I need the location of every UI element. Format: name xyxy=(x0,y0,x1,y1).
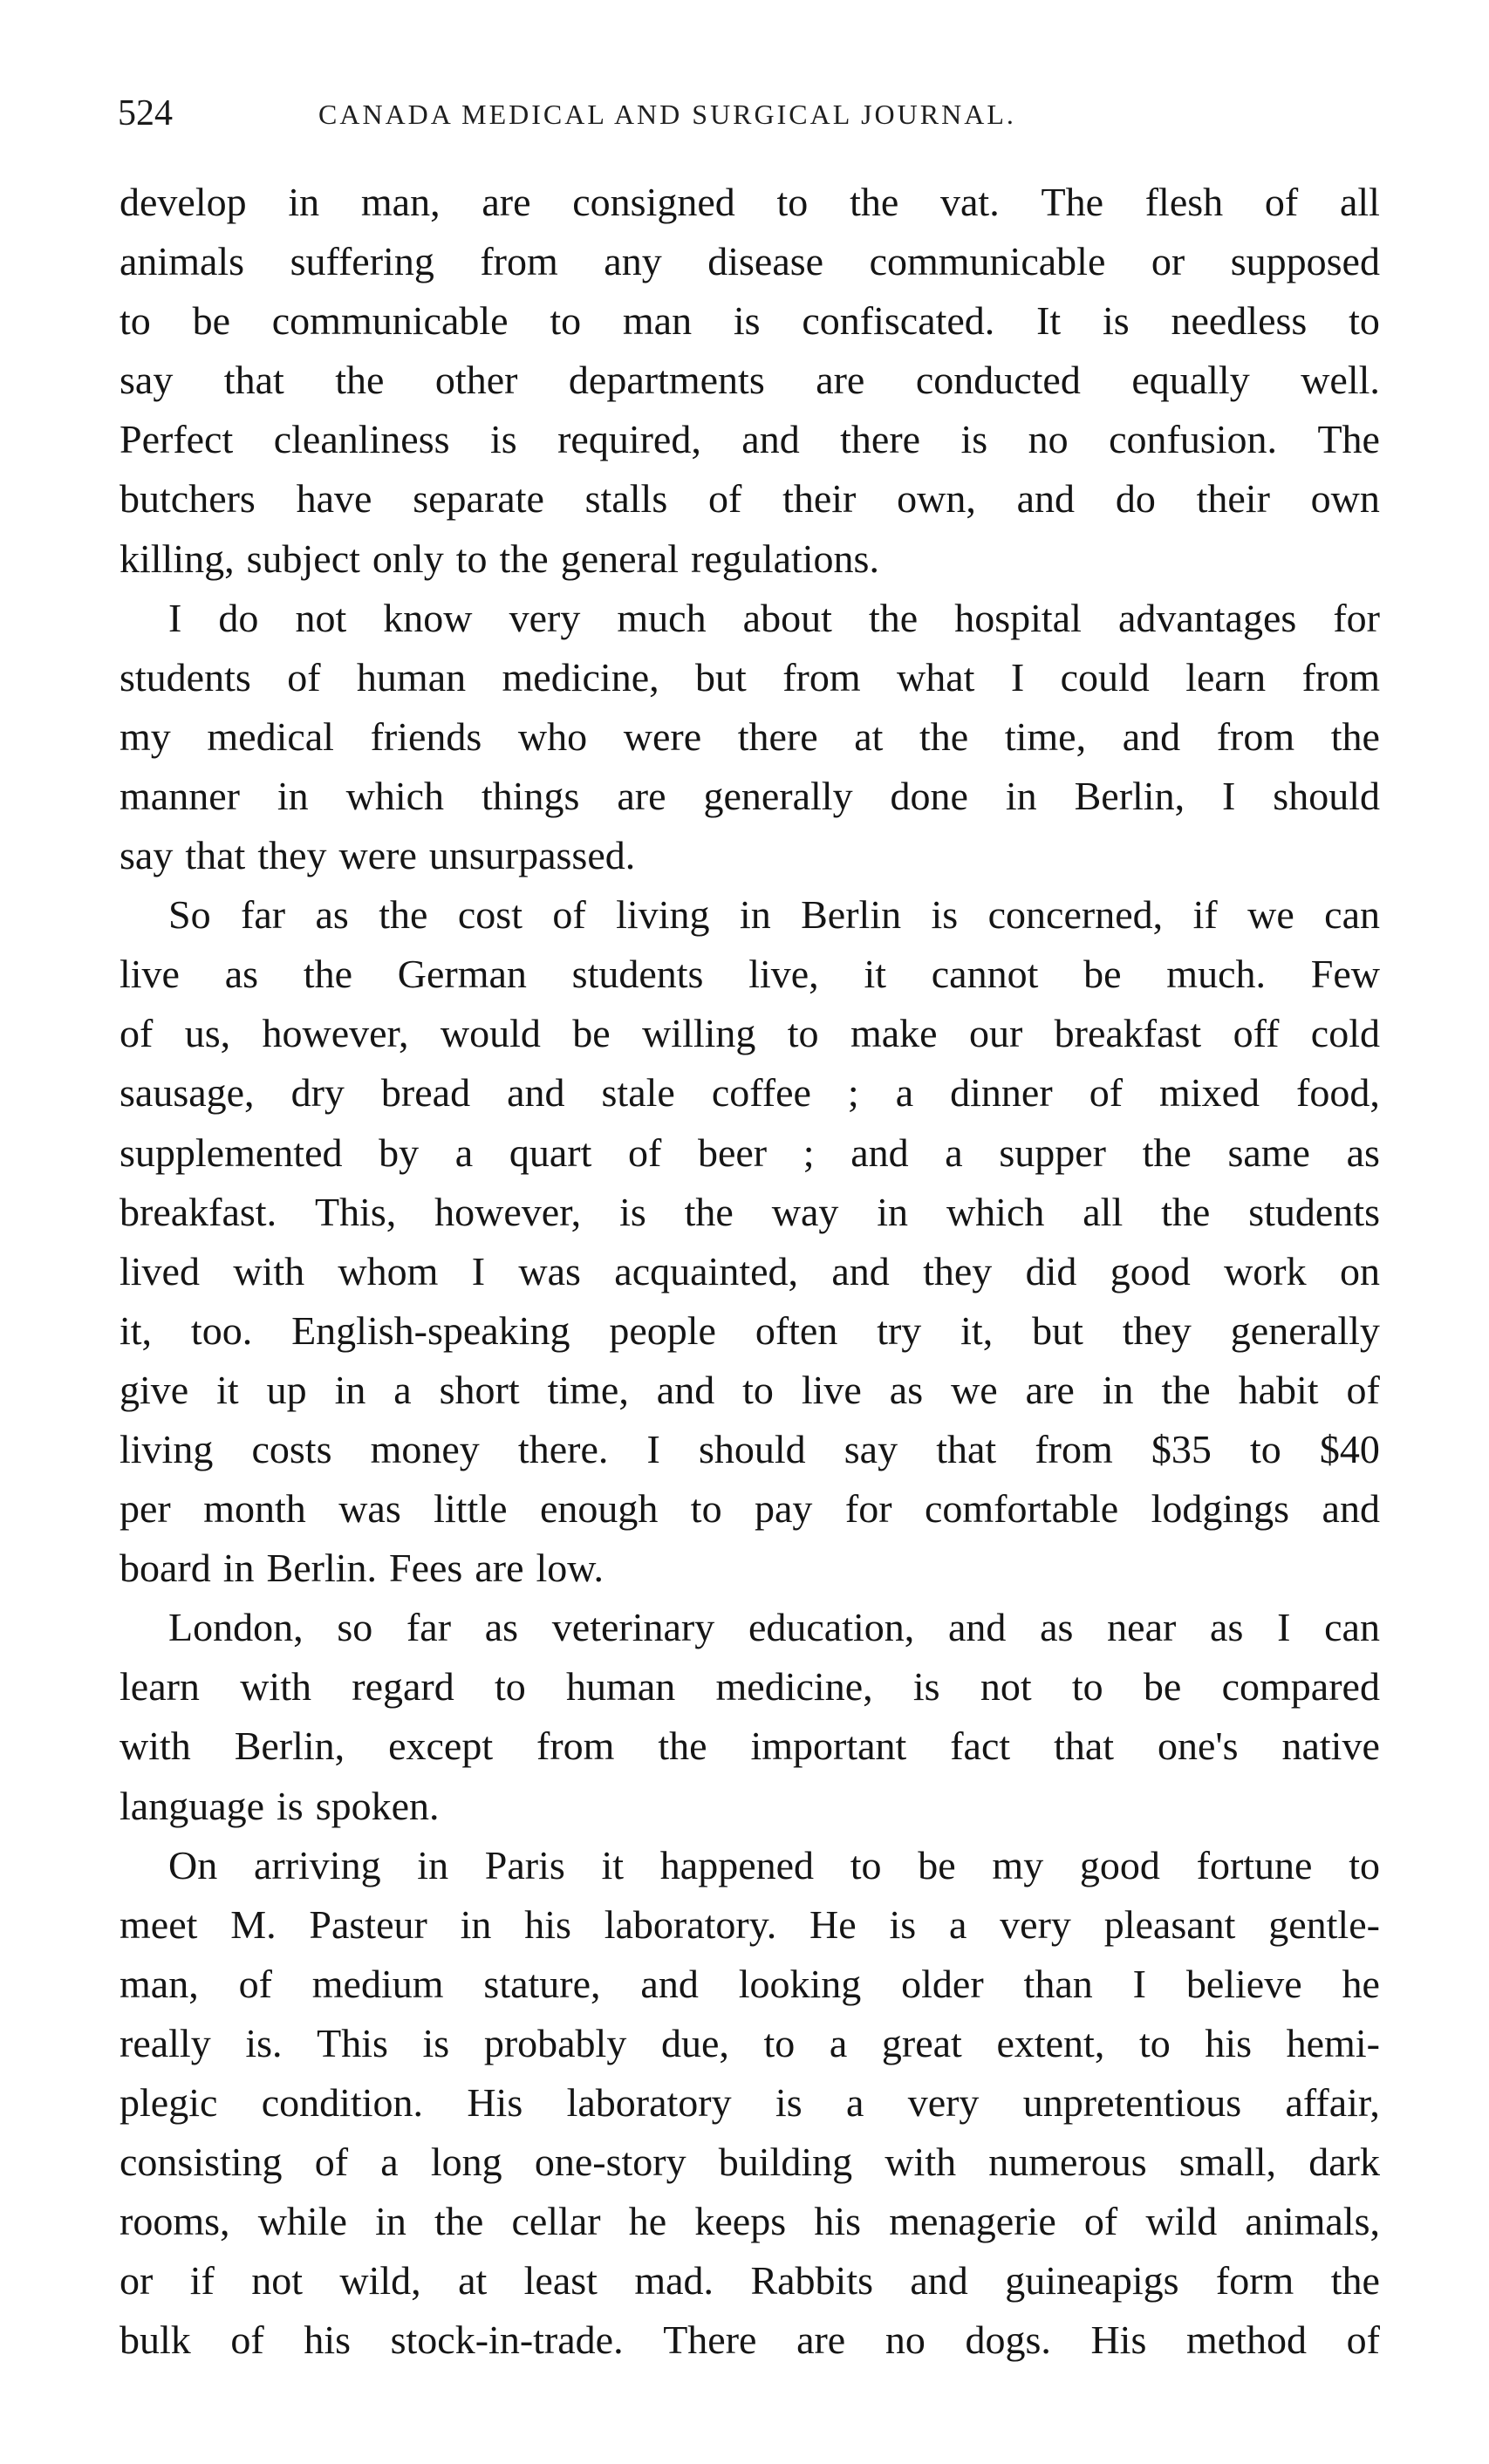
text-line: or if not wild, at least mad. Rabbits and guineapigs form the xyxy=(120,2258,1380,2304)
text-line: really is. This is probably due, to a great extent, to his hemi- xyxy=(120,2020,1380,2065)
text-line: Perfect cleanliness is required, and there is no confusion. The xyxy=(120,417,1380,462)
text-line: supplemented by a quart of beer ; and a supper the same as xyxy=(120,1130,1380,1175)
text-line: my medical friends who were there at the time, and from the xyxy=(120,713,1380,759)
text-line: learn with regard to human medicine, is not to be compared xyxy=(120,1664,1380,1710)
text-line: living costs money there. I should say that from $35 to $40 xyxy=(120,1426,1380,1471)
text-line: of us, however, would be willing to make our breakfast off cold xyxy=(120,1011,1380,1056)
text-line: meet M. Pasteur in his laboratory. He is a very pleasant gentle- xyxy=(120,1901,1380,1947)
text-line: develop in man, are consigned to the vat. The flesh of all xyxy=(120,180,1380,224)
text-line: say that they were unsurpassed. xyxy=(120,833,636,878)
text-line: breakfast. This, however, is the way in which all the students xyxy=(120,1189,1380,1234)
text-line: plegic condition. His laboratory is a very unpretentious affair, xyxy=(120,2080,1380,2125)
text-line: board in Berlin. Fees are low. xyxy=(120,1546,604,1591)
running-head xyxy=(118,87,1391,140)
text-line: bulk of his stock-in-trade. There are no dogs. His method of xyxy=(120,2317,1380,2363)
text-line: lived with whom I was acquainted, and they did good work on xyxy=(120,1248,1380,1293)
text-line: manner in which things are generally done in Berlin, I should xyxy=(120,773,1380,818)
text-line: give it up in a short time, and to live as we are in the habit of xyxy=(120,1367,1380,1412)
text-line: students of human medicine, but from what I could learn from xyxy=(120,654,1380,700)
body-text xyxy=(120,173,1380,2370)
text-line: live as the German students live, it cannot be much. Few xyxy=(120,952,1380,997)
text-line: butchers have separate stalls of their own, and do their own xyxy=(120,476,1380,522)
text-line: to be communicable to man is confiscated. It is needless to xyxy=(120,298,1380,344)
text-line: rooms, while in the cellar he keeps his menagerie of wild animals, xyxy=(120,2199,1380,2244)
text-line: per month was little enough to pay for comfortable lodgings and xyxy=(120,1486,1380,1532)
text-line: consisting of a long one-story building with numerous small, dark xyxy=(120,2140,1380,2185)
text-line: language is spoken. xyxy=(120,1783,440,1828)
text-line: with Berlin, except from the important fact that one's native xyxy=(120,1723,1380,1769)
text-line: London, so far as veterinary education, and as near as I can xyxy=(168,1605,1380,1650)
page-number: 524 xyxy=(118,93,173,133)
text-line: killing, subject only to the general regulations. xyxy=(120,536,879,581)
text-line: man, of medium stature, and looking older than I believe he xyxy=(120,1961,1380,2006)
text-line: say that the other departments are conducted equally well. xyxy=(120,358,1380,403)
text-line: animals suffering from any disease communicable or supposed xyxy=(120,239,1380,284)
journal-title: CANADA MEDICAL AND SURGICAL JOURNAL. xyxy=(318,99,1016,130)
text-line: I do not know very much about the hospital advantages for xyxy=(168,595,1380,640)
text-line: sausage, dry bread and stale coffee ; a dinner of mixed food, xyxy=(120,1070,1380,1116)
text-line: it, too. English-speaking people often try it, but they generally xyxy=(120,1307,1380,1353)
text-line: On arriving in Paris it happened to be my good fortune to xyxy=(168,1842,1380,1887)
text-line: So far as the cost of living in Berlin is concerned, if we can xyxy=(168,892,1380,938)
